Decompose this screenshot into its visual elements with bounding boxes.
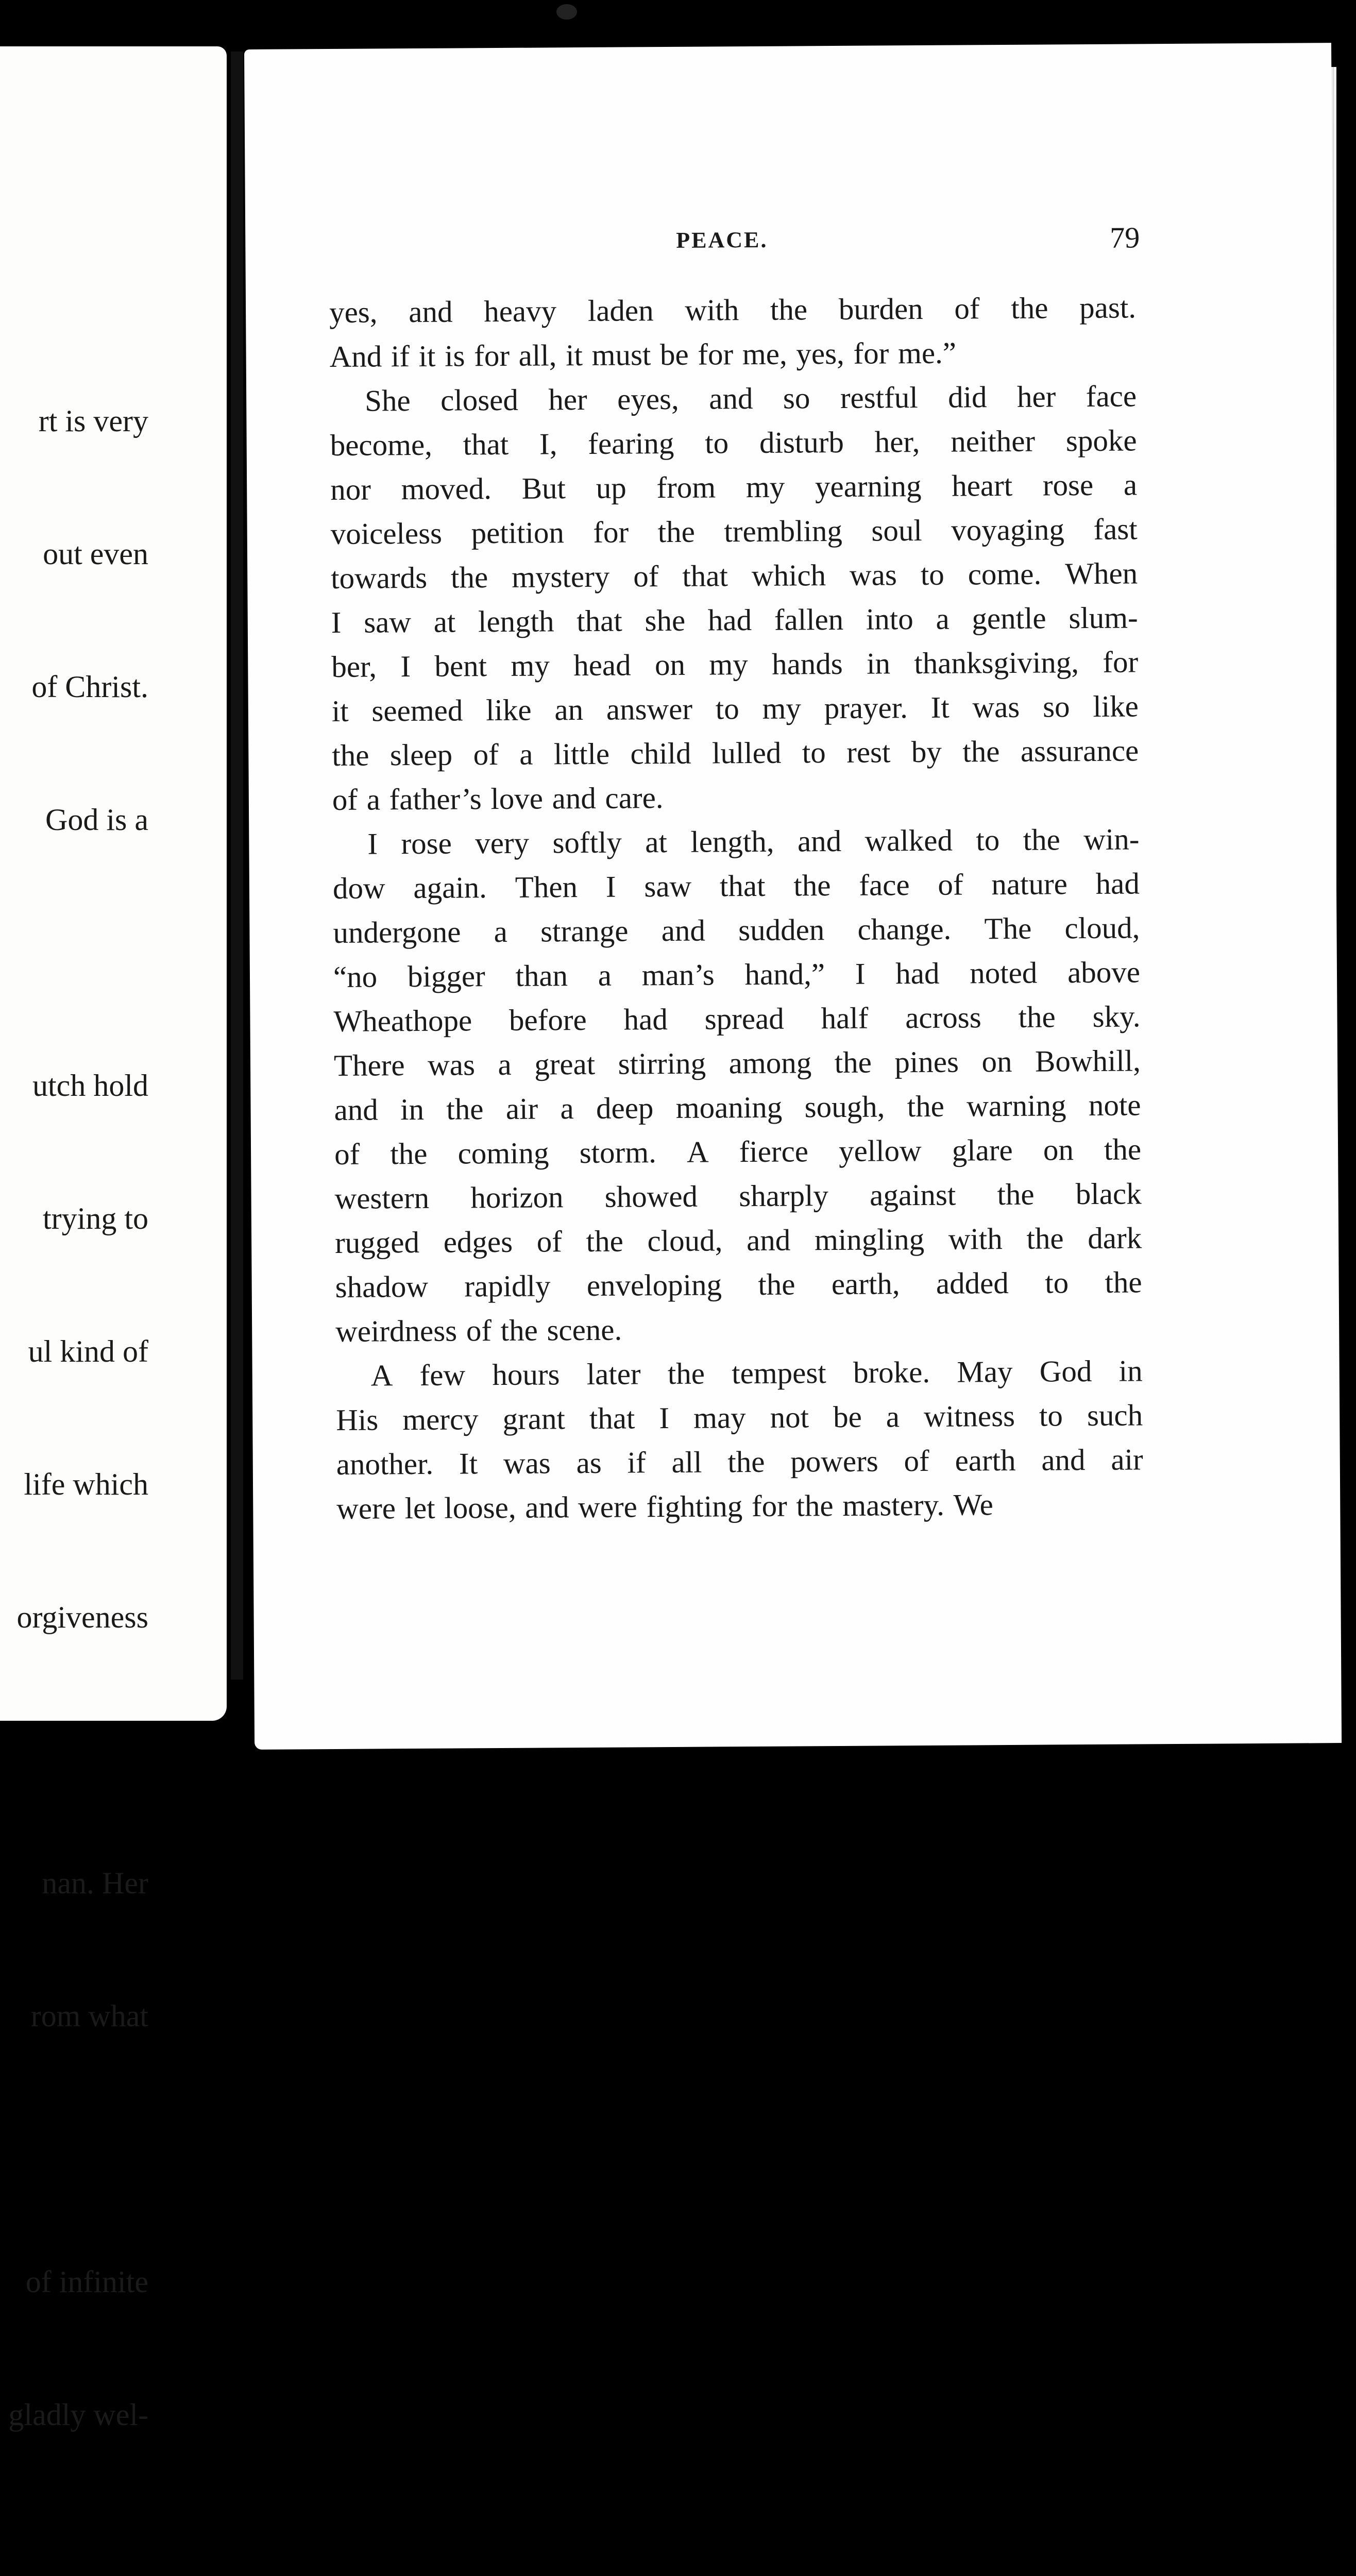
text-line: “no bigger than a man’s hand,” I had noted above (333, 955, 1141, 994)
left-line (8, 1728, 148, 1772)
text-line: it seemed like an answer to my prayer. It was so like (331, 689, 1139, 728)
scan-speck (556, 4, 577, 20)
left-line: trying to (43, 1201, 148, 1235)
running-head: PEACE. (676, 227, 768, 253)
text-line: I saw at length that she had fallen into a gentle slum- (331, 600, 1138, 639)
paragraph (332, 817, 1142, 1353)
left-line: utch hold (32, 1069, 148, 1103)
left-line (8, 930, 148, 975)
text-line: of the coming storm. A fierce yellow glare on the (334, 1132, 1142, 1171)
left-line: nan. Her (42, 1866, 148, 1900)
left-line: orgiveness (16, 1600, 148, 1634)
text-line: rugged edges of the cloud, and mingling with the dark (334, 1221, 1142, 1260)
left-page-text (8, 310, 148, 2576)
text-line: A few hours later the tempest broke. May God in (370, 1353, 1143, 1393)
text-line: She closed her eyes, and so restful did her face (364, 379, 1137, 418)
text-line: of a father’s love and care. (332, 781, 664, 817)
text-line: weirdness of the scene. (335, 1312, 622, 1348)
left-line: ul kind of (28, 1334, 148, 1368)
left-line (8, 2127, 148, 2171)
book-gutter (231, 52, 243, 1680)
left-line: rom what (30, 1999, 148, 2033)
text-line: I rose very softly at length, and walked to the win- (367, 822, 1140, 861)
text-line: His mercy grant that I may not be a witness to such (336, 1398, 1143, 1437)
text-line: towards the mystery of that which was to come. When (331, 556, 1138, 595)
left-line: out even (43, 537, 148, 571)
text-line: There was a great stirring among the pines on Bowhill, (333, 1043, 1141, 1082)
left-line: God is a (45, 803, 148, 837)
left-line: of Christ. (31, 670, 148, 704)
left-page (0, 46, 227, 2432)
text-line: voiceless petition for the trembling soul voyaging fast (330, 512, 1138, 551)
text-line: western horizon showed sharply against the black (334, 1176, 1142, 1215)
right-page (244, 43, 1342, 1750)
text-line: another. It was as if all the powers of earth and air (336, 1442, 1143, 1481)
text-line: ber, I bent my head on my hands in thanksgiving, for (331, 645, 1139, 684)
paragraph (329, 285, 1137, 379)
text-line: undergone a strange and sudden change. The cloud, (333, 910, 1140, 950)
text-line: yes, and heavy laden with the burden of the past. (329, 290, 1137, 330)
text-line: shadow rapidly enveloping the earth, added to the (335, 1265, 1142, 1304)
left-line: life which (24, 1467, 148, 1501)
paragraph (335, 1348, 1143, 1531)
text-line: nor moved. But up from my yearning heart rose a (330, 467, 1138, 506)
left-line (8, 2526, 148, 2570)
text-line: the sleep of a little child lulled to rest by the assurance (332, 733, 1139, 772)
text-line: were let loose, and were fighting for the mastery. We (336, 1487, 993, 1526)
page-header (245, 223, 1332, 266)
text-line: Wheathope before had spread half across the sky. (333, 999, 1141, 1038)
text-line: become, that I, fearing to disturb her, neither spoke (330, 423, 1137, 462)
body-text (329, 285, 1144, 1531)
paragraph (330, 374, 1139, 822)
text-line: dow again. Then I saw that the face of nature had (332, 866, 1140, 905)
text-line: And if it is for all, it must be for me, yes, for me.” (329, 335, 957, 374)
left-line: of infinite (25, 2265, 148, 2299)
left-line: gladly wel- (8, 2398, 148, 2432)
left-line: rt is very (38, 404, 148, 438)
text-line: and in the air a deep moaning sough, the warning note (334, 1088, 1141, 1127)
page-number: 79 (1110, 221, 1140, 255)
